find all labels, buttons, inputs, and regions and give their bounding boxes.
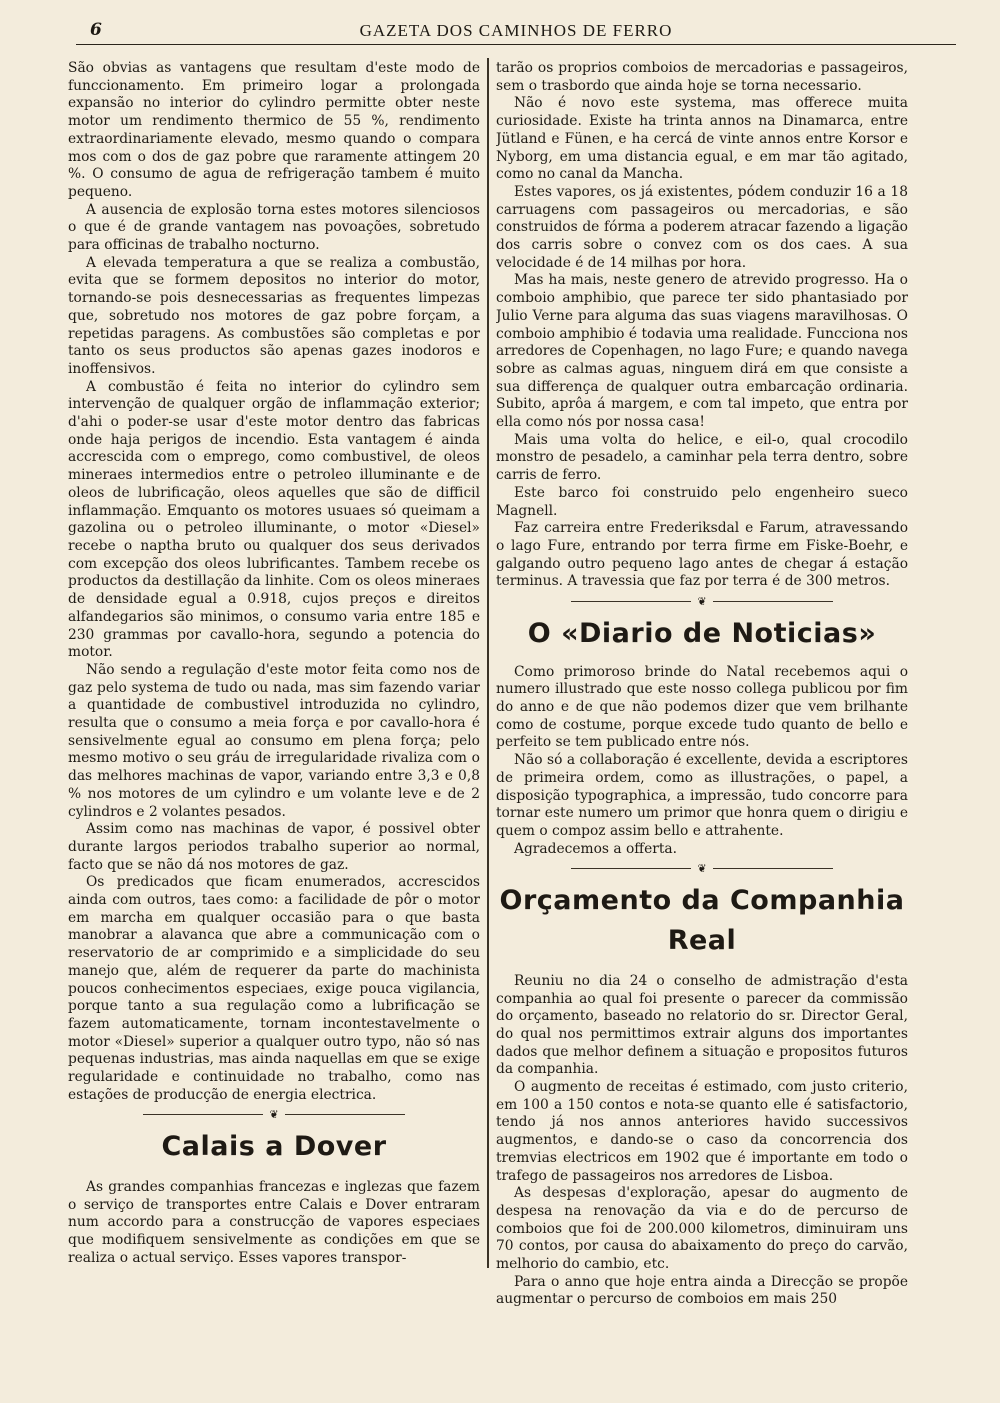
article-paragraph: Reuniu no dia 24 o conselho de admistração d'esta companhia ao qual foi presente o parecer da commissão do orçamento, baseado no relatorio do sr. Director Geral, do qual nos permittimos extrair alguns dos importantes dados que melhor definem a situação e propositos futuros da companhia.: [496, 972, 908, 1078]
article-paragraph: Mas ha mais, neste genero de atrevido progresso. Ha o comboio amphibio, que parece ter sido phantasiado por Julio Verne para alguma das suas viagens maravilhosas. O comboio amphibio é todavia uma realidade. Funcciona nos arredores de Copenhagen, no lago Fure; e quando navega sobre as calmas aguas, ninguem dirá em que consiste a sua differença de qualquer outra embarcação ordinaria. Subito, aprôa á margem, e com tal impeto, que entra por ella como nós por nossa casa!: [496, 272, 908, 431]
section-title-calais-dover: Calais a Dover: [161, 1130, 387, 1162]
article-paragraph: A ausencia de explosão torna estes motores silenciosos o que é de grande vantagem nas povoações, sobretudo para officinas de trabalho nocturno.: [68, 201, 480, 254]
article-paragraph: O augmento de receitas é estimado, com justo criterio, em 100 a 150 contos e nota-se quanto elle é satisfactorio, tendo já nos annos anteriores havido successivos augmentos, e dando-se o caso da concorrencia dos tremvias electricos em 1902 que é importante em todo o trafego de passageiros nos arredores de Lisboa.: [496, 1079, 908, 1184]
article-paragraph: tarão os proprios comboios de mercadorias e passageiros, sem o trasbordo que ainda hoje se torna necessario.: [496, 60, 908, 94]
page-number: 6: [90, 20, 102, 40]
section-divider: [496, 594, 908, 608]
section-title-orcamento: Orçamento da Companhia Real: [499, 884, 905, 956]
article-paragraph: Não só a collaboração é excellente, devida a escriptores de primeira ordem, como as illustrações, o papel, a disposição typographica, a impressão, tudo concorre para tornar este numero um primor que honra quem o dirigiu e quem o compoz assim bello e attrahente.: [496, 752, 908, 839]
ornament-icon: ❦: [269, 1107, 279, 1121]
article-paragraph: Não é novo este systema, mas offerece muita curiosidade. Existe ha trinta annos na Dinamarca, entre Jütland e Fünen, e ha cercá de vinte annos entre Korsor e Nyborg, em uma distancia egual, e em mar tão agitado, como no canal da Mancha.: [496, 95, 908, 183]
article-paragraph: Estes vapores, os já existentes, pódem conduzir 16 a 18 carruagens com passageiros ou mercadorias, e são construidos de fórma a poderem atracar fazendo a ligação dos carris sobre o convez com os dos caes. A sua velocidade é de 14 milhas por hora.: [496, 183, 908, 271]
article-paragraph: Agradecemos a offerta.: [514, 840, 677, 857]
article-paragraph: A elevada temperatura a que se realiza a combustão, evita que se formem depositos no interior do motor, tornando-se pois desnecessarias as frequentes limpezas que, sobretudo nos motores de gaz pobre forçam, a repetidas paragens. As combustões são completas e por tanto os seus productos são apenas gazes inodoros e inoffensivos.: [68, 254, 480, 377]
right-column: [496, 60, 908, 1380]
article-paragraph: Os predicados que ficam enumerados, accrescidos ainda com outros, taes como: a facilidade de pôr o motor em marcha em qualquer occasião para o que basta manobrar a alavanca que abre a communicação com o reservatorio de ar comprimido e a simplicidade do seu manejo que, além de requerer da parte do machinista poucos conhecimentos especiaes, exige pouca vigilancia, porque tanto a sua regulação como a lubrificação se fazem automaticamente, tornam incontestavelmente o motor «Diesel» superior a qualquer outro typo, não só nas pequenas industrias, mas ainda naquellas em que se exige regularidade e continuidade no trabalho, como nas estações de producção de energia electrica.: [68, 874, 480, 1103]
article-paragraph: As despesas d'exploração, apesar do augmento de despesa na renovação da via e do de percurso de comboios que foi de 200.000 kilometros, diminuiram uns 70 contos, por causa do abaixamento do preço do carvão, melhorio do cambio, etc.: [496, 1185, 908, 1273]
article-paragraph: São obvias as vantagens que resultam d'este modo de funccionamento. Em primeiro logar a prolongada expansão no interior do cylindro permitte obter neste motor um rendimento thermico de 55 %, rendimento extraordinariamente elevado, mesmo quando o compara mos com o dos de gaz pobre que raramente attingem 20 %. O consumo de agua de refrigeração tambem é muito pequeno.: [68, 60, 480, 200]
article-paragraph: Para o anno que hoje entra ainda a Direcção se propõe augmentar o percurso de comboios em mais 250: [496, 1273, 908, 1308]
article-paragraph: Este barco foi construido pelo engenheiro sueco Magnell.: [496, 484, 908, 519]
page-header: [76, 18, 956, 45]
section-title-diario-noticias: O «Diario de Noticias»: [527, 617, 877, 649]
article-paragraph: A combustão é feita no interior do cylindro sem intervenção de qualquer orgão de inflammação exterior; d'ahi o poder-se usar d'este motor dentro das fabricas onde haja perigos de incendio. Esta vantagem é ainda accrescida com o emprego, como combustivel, de oleos mineraes intermedios entre o petroleo illuminante e de oleos de lubrificação, oleos aquelles que são de difficil inflammação. Emquanto os motores usuaes só queimam a gazolina ou o petroleo illuminante, o motor «Diesel» recebe o naptha bruto ou qualquer dos seus derivados com excepção dos oleos lubrificantes. Tambem recebe os productos da destillação da linhite. Com os oleos mineraes de densidade egual a 0.918, cujos preços e direitos alfandegarios são minimos, o consumo varia entre 185 e 230 grammas por cavallo-hora, segundo a potencia do motor.: [68, 378, 480, 661]
ornament-icon: ❦: [697, 594, 707, 608]
section-divider: [496, 861, 908, 875]
ornament-icon: ❦: [697, 861, 707, 875]
left-column: [68, 60, 480, 1380]
journal-title: GAZETA DOS CAMINHOS DE FERRO: [359, 21, 673, 40]
article-paragraph: Não sendo a regulação d'este motor feita como nos de gaz pelo systema de tudo ou nada, mas sim fazendo variar a quantidade de combustivel introduzida no cylindro, resulta que o consumo a meia força e por cavallo-hora é sensivelmente egual ao consumo em plena força; pelo mesmo motivo o seu gráu de irregularidade rivaliza com o das melhores machinas de vapor, variando entre 3,3 e 0,8 % nos motores de um cylindro e um volante leve e de 2 cylindros e 2 volantes pesados.: [68, 661, 480, 820]
article-paragraph: Assim como nas machinas de vapor, é possivel obter durante largos periodos trabalho superior ao normal, facto que se não dá nos motores de gaz.: [68, 821, 480, 873]
article-paragraph: Mais uma volta do helice, e eil-o, qual crocodilo monstro de pesadelo, a caminhar pela terra dentro, sobre carris de ferro.: [496, 431, 908, 484]
article-paragraph: Faz carreira entre Frederiksdal e Farum, atravessando o lago Fure, entrando por terra firme em Fiske-Boehr, e galgando outro pequeno lago antes de chegar á estação terminus. A travessia que faz por terra é de 300 metros.: [496, 520, 908, 590]
section-divider: [68, 1107, 480, 1121]
column-divider: [487, 58, 489, 1268]
article-paragraph: Como primoroso brinde do Natal recebemos aqui o numero illustrado que este nosso collega publicou por fim do anno e de que não podemos dizer que vem brilhante como de costume, porque excede tudo quanto de bello e perfeito se tem publicado entre nós.: [496, 663, 908, 751]
article-paragraph: As grandes companhias francezas e inglezas que fazem o serviço de transportes entre Calais e Dover entraram num accordo para a construcção de vapores especiaes que modifiquem sensivelmente as condições em que se realiza o actual serviço. Esses vapores transpor-: [68, 1178, 480, 1266]
